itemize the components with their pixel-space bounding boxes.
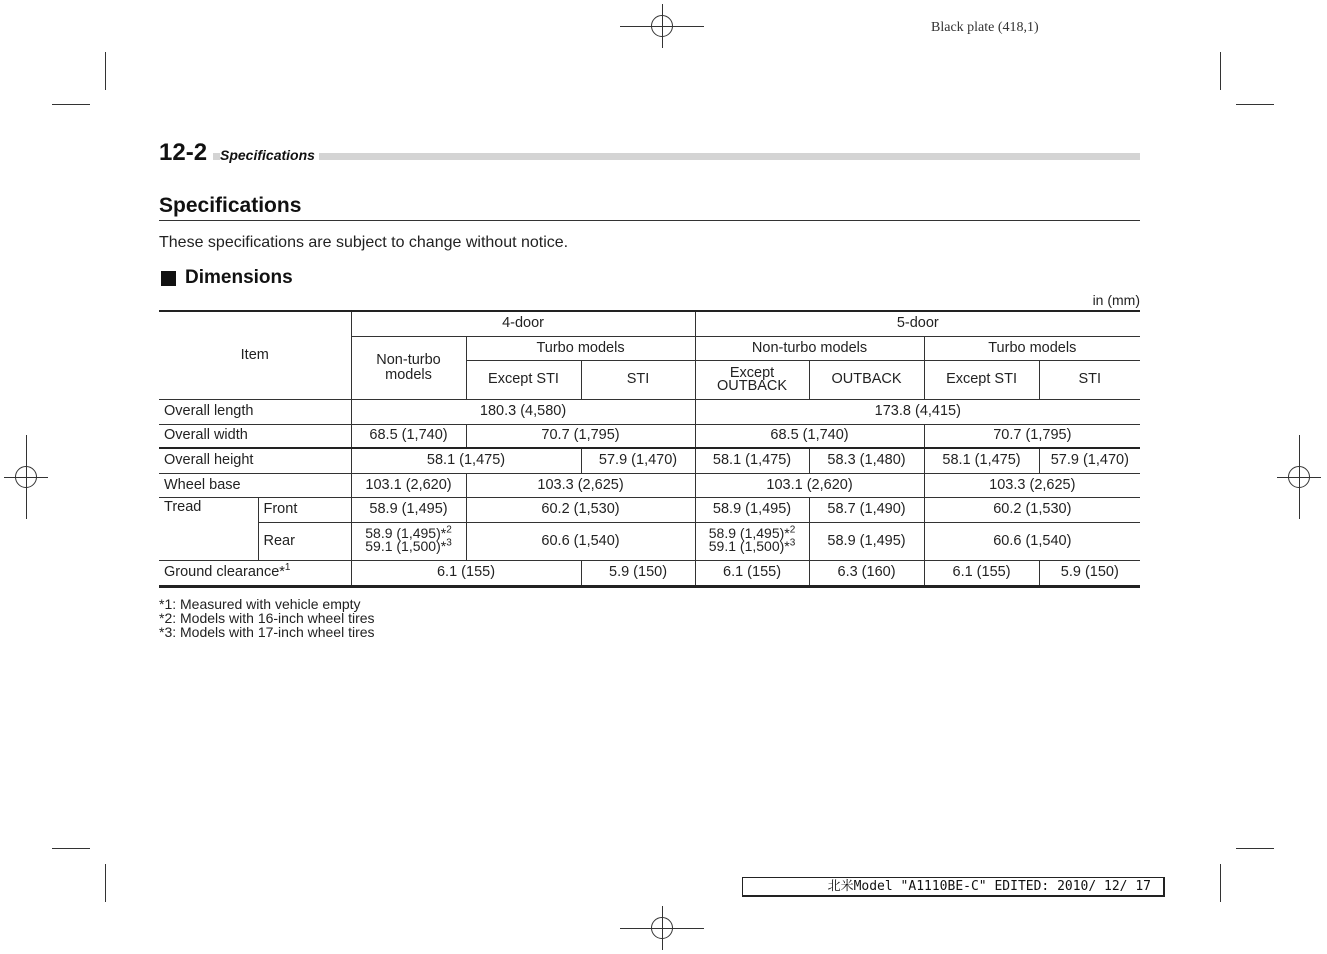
item-header: Item — [159, 311, 351, 399]
table-cell: 57.9 (1,470) — [581, 448, 695, 473]
table-row — [159, 522, 1140, 560]
table-cell: 58.9 (1,495) — [695, 497, 809, 522]
table-cell: 58.1 (1,475) — [695, 448, 809, 473]
table-cell: 68.5 (1,740) — [351, 424, 466, 448]
table-cell: 6.1 (155) — [924, 560, 1039, 586]
five-door-sti-header: STI — [1039, 360, 1140, 399]
footnotes — [159, 597, 375, 639]
plate-label: Black plate (418,1) — [931, 20, 1039, 35]
four-door-header: 4-door — [351, 311, 695, 336]
table-cell: 60.2 (1,530) — [924, 497, 1140, 522]
row-label: Ground clearance*$^1$ — [159, 560, 351, 586]
row-sublabel: Rear — [258, 522, 351, 560]
table-cell: 58.7 (1,490) — [809, 497, 924, 522]
footnote: *1: Measured with vehicle empty — [159, 596, 361, 612]
outback-header: OUTBACK — [809, 360, 924, 399]
table-cell: 58.9 (1,495)*$^2$ 59.1 (1,500)*$^3$ — [351, 522, 466, 560]
table-cell: 103.1 (2,620) — [695, 473, 924, 497]
table-cell: 58.1 (1,475) — [924, 448, 1039, 473]
chapter-number: 12-2 — [159, 139, 213, 167]
square-bullet-icon — [161, 271, 176, 286]
table-cell: 58.3 (1,480) — [809, 448, 924, 473]
chapter-title: Specifications — [220, 147, 319, 163]
edit-footer: 北米Model "A1110BE-C" EDITED: 2010/ 12/ 17 — [742, 877, 1165, 897]
five-door-header: 5-door — [695, 311, 1140, 336]
dimensions-table — [159, 310, 1140, 588]
table-row — [159, 560, 1140, 586]
four-door-nonturbo-header: Non-turbo models — [351, 336, 466, 399]
row-sublabel: Front — [258, 497, 351, 522]
table-cell: 6.1 (155) — [351, 560, 581, 586]
table-cell: 5.9 (150) — [1039, 560, 1140, 586]
table-cell: 68.5 (1,740) — [695, 424, 924, 448]
footnote: *2: Models with 16-inch wheel tires — [159, 610, 375, 626]
table-cell: 60.6 (1,540) — [924, 522, 1140, 560]
table-cell: 5.9 (150) — [581, 560, 695, 586]
table-cell: 6.1 (155) — [695, 560, 809, 586]
table-cell: 60.6 (1,540) — [466, 522, 695, 560]
row-label: Overall length — [159, 399, 351, 424]
table-row — [159, 497, 1140, 522]
subsection-title-text: Dimensions — [185, 267, 293, 288]
five-door-nonturbo-header: Non-turbo models — [695, 336, 924, 360]
table-cell: 58.9 (1,495)*$^2$ 59.1 (1,500)*$^3$ — [695, 522, 809, 560]
table-cell: 58.1 (1,475) — [351, 448, 581, 473]
four-door-sti-header: STI — [581, 360, 695, 399]
five-door-except-sti-header: Except STI — [924, 360, 1039, 399]
table-row — [159, 424, 1140, 448]
section-intro: These specifications are subject to change without notice. — [159, 234, 569, 251]
table-cell: 103.1 (2,620) — [351, 473, 466, 497]
table-cell: 180.3 (4,580) — [351, 399, 695, 424]
five-door-turbo-header: Turbo models — [924, 336, 1140, 360]
table-cell: 58.9 (1,495) — [351, 497, 466, 522]
table-cell: 60.2 (1,530) — [466, 497, 695, 522]
row-label: Wheel base — [159, 473, 351, 497]
section-title: Specifications — [159, 194, 302, 217]
row-label: Overall height — [159, 448, 351, 473]
table-row — [159, 448, 1140, 473]
row-label: Overall width — [159, 424, 351, 448]
table-row — [159, 399, 1140, 424]
table-header-row — [159, 311, 1140, 336]
footnote: *3: Models with 17-inch wheel tires — [159, 624, 375, 640]
table-row — [159, 473, 1140, 497]
four-door-turbo-header: Turbo models — [466, 336, 695, 360]
table-cell: 6.3 (160) — [809, 560, 924, 586]
except-outback-header: Except OUTBACK — [695, 360, 809, 399]
section-rule — [159, 220, 1140, 221]
row-label: Tread — [159, 497, 258, 560]
table-cell: 70.7 (1,795) — [924, 424, 1140, 448]
table-cell: 57.9 (1,470) — [1039, 448, 1140, 473]
unit-label: in (mm) — [1092, 292, 1140, 308]
table-cell: 103.3 (2,625) — [466, 473, 695, 497]
table-cell: 58.9 (1,495) — [809, 522, 924, 560]
table-cell: 70.7 (1,795) — [466, 424, 695, 448]
table-cell: 103.3 (2,625) — [924, 473, 1140, 497]
subsection-title — [161, 267, 293, 289]
four-door-except-sti-header: Except STI — [466, 360, 581, 399]
table-cell: 173.8 (4,415) — [695, 399, 1140, 424]
